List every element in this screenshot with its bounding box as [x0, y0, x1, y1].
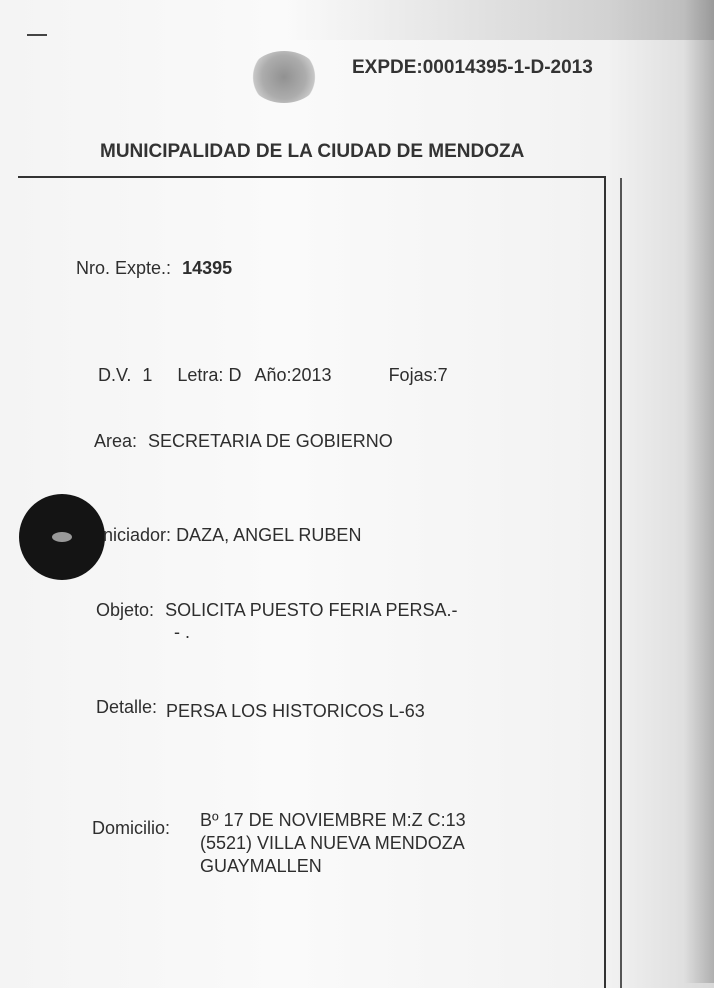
area-row	[94, 431, 393, 452]
scan-shadow	[0, 0, 714, 40]
punch-hole	[19, 494, 105, 580]
municipal-seal-icon	[249, 51, 319, 103]
letra-label: Letra:	[177, 365, 224, 385]
detalle-value: PERSA LOS HISTORICOS L-63	[166, 701, 425, 721]
letra-value: D	[228, 365, 242, 385]
iniciador-value: DAZA, ANGEL RUBEN	[176, 525, 362, 545]
area-value: SECRETARIA DE GOBIERNO	[148, 431, 393, 451]
scan-shadow-right	[684, 0, 714, 983]
nro-expte-value: 14395	[182, 258, 233, 278]
fojas-label: Fojas:	[388, 365, 438, 385]
detalle-row	[96, 697, 425, 721]
institution-title: MUNICIPALIDAD DE LA CIUDAD DE MENDOZA	[100, 141, 525, 162]
objeto-value: SOLICITA PUESTO FERIA PERSA.-	[165, 600, 458, 620]
dv-label: D.V.	[98, 365, 132, 385]
nro-expte-row	[76, 258, 232, 279]
expediente-code: EXPDE:00014395-1-D-2013	[352, 57, 593, 78]
detalle-label: Detalle:	[96, 697, 158, 717]
anio-label: Año:	[254, 365, 292, 385]
iniciador-label: niciador:	[103, 525, 172, 545]
area-label: Area:	[94, 431, 138, 451]
nro-expte-label: Nro. Expte.:	[76, 258, 172, 278]
domicilio-line: GUAYMALLEN	[200, 856, 322, 876]
fojas-value: 7	[437, 365, 448, 385]
domicilio-line: (5521) VILLA NUEVA MENDOZA	[200, 833, 465, 853]
objeto-row	[96, 600, 457, 621]
scan-mark	[27, 34, 47, 36]
domicilio-line: Bº 17 DE NOVIEMBRE M:Z C:13	[200, 810, 466, 830]
iniciador-row	[103, 525, 361, 546]
document-frame-edge	[604, 178, 622, 988]
dv-row	[98, 365, 448, 386]
domicilio-label: Domicilio:	[92, 818, 171, 838]
objeto-extra: - .	[174, 622, 190, 642]
domicilio-value	[200, 809, 466, 878]
anio-value: 2013	[291, 365, 332, 385]
dv-value: 1	[142, 365, 153, 385]
objeto-label: Objeto:	[96, 600, 155, 620]
